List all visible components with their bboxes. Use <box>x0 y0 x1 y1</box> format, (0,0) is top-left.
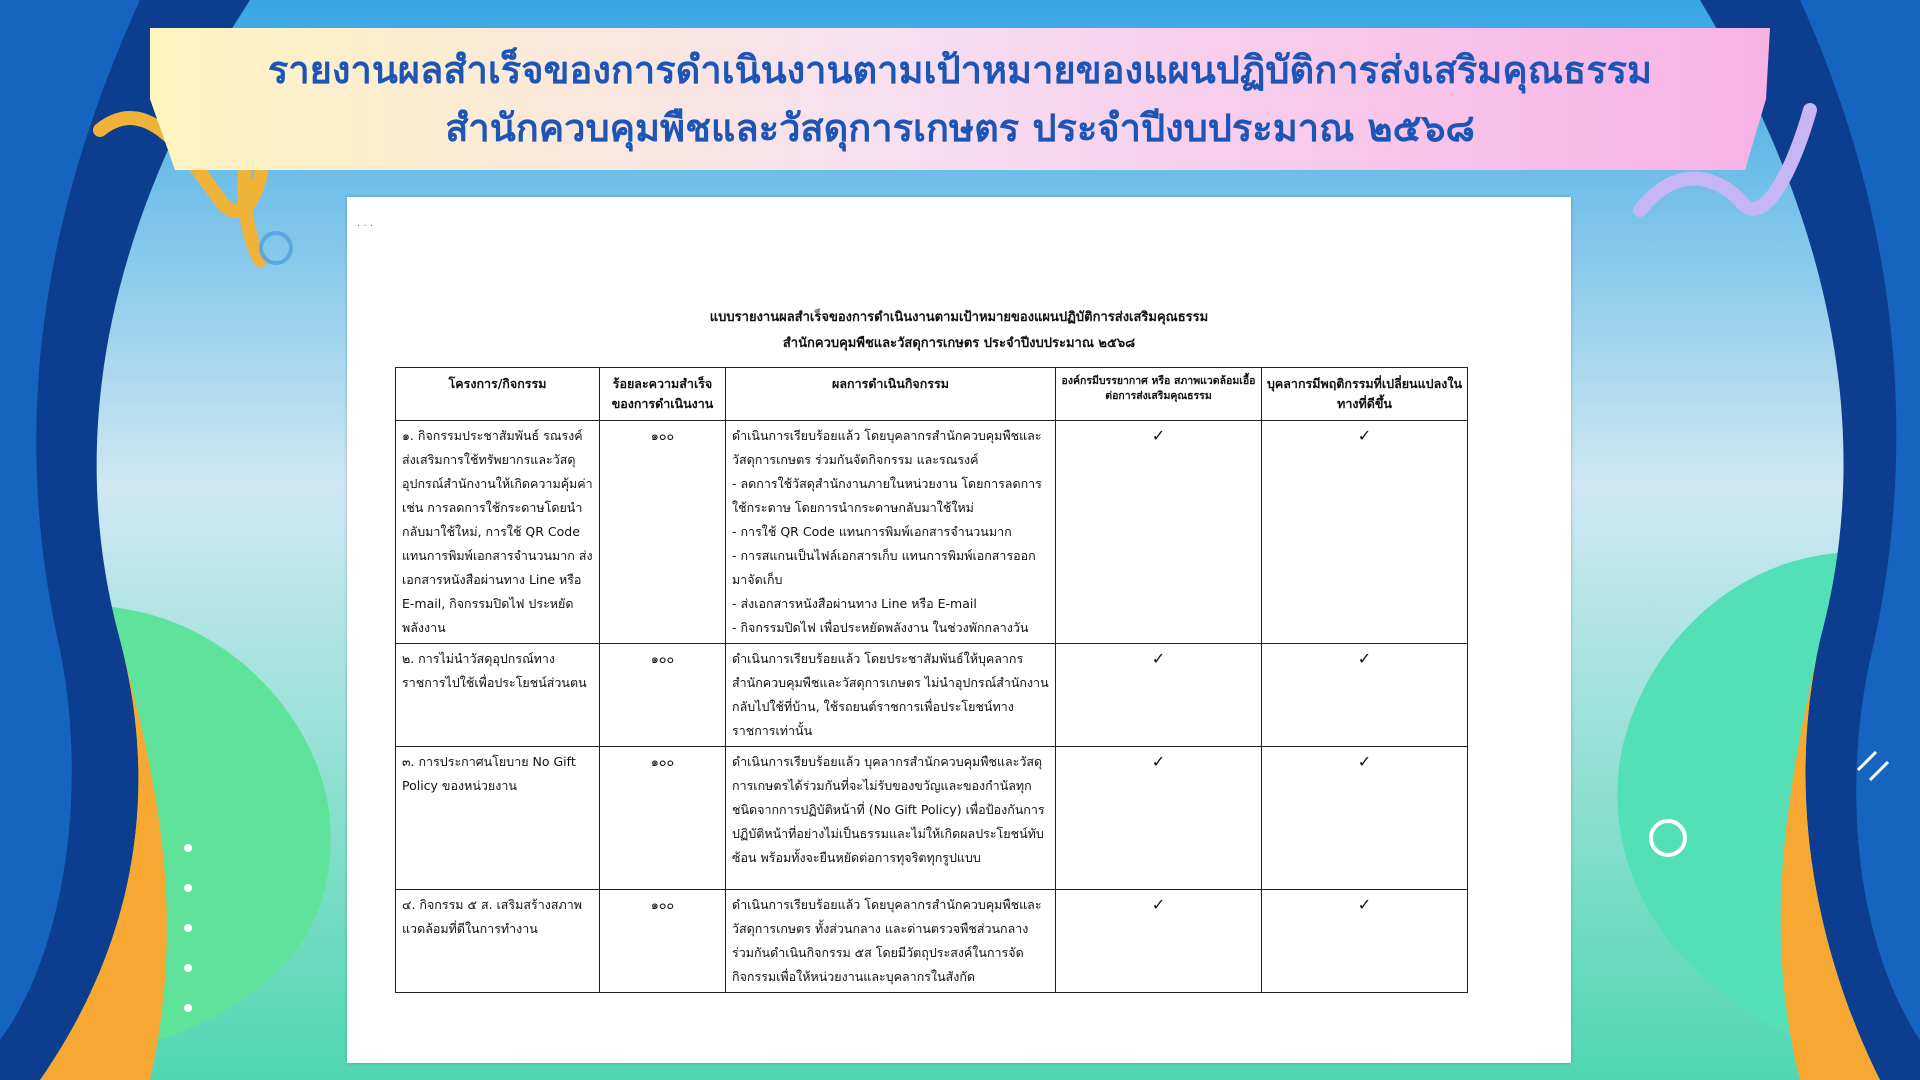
report-table <box>395 367 1468 993</box>
banner-title <box>150 28 1770 170</box>
check-mark-icon: ✓ <box>1056 890 1262 993</box>
table-row <box>396 890 1468 993</box>
check-mark-icon: ✓ <box>1056 644 1262 747</box>
check-mark-icon: ✓ <box>1056 421 1262 644</box>
check-mark-icon: ✓ <box>1262 890 1468 993</box>
title-banner <box>150 28 1770 170</box>
row-result: ดำเนินการเรียบร้อยแล้ว โดยบุคลากรสำนักควบคุมพืชและวัสดุการเกษตร ทั้งส่วนกลาง และด่านตรวจพืชส่วนกลาง ร่วมกันดำเนินกิจกรรม ๕ส โดยมีวัตถุประสงค์ในการจัดกิจกรรมเพื่อให้หน่วยงานและบุคลากรในสังกัด <box>726 890 1056 993</box>
header-result: ผลการดำเนินกิจกรรม <box>726 368 1056 421</box>
row-activity: ๒. การไม่นำวัสดุอุปกรณ์ทางราชการไปใช้เพื่อประโยชน์ส่วนตน <box>396 644 600 747</box>
result-line: - การใช้ QR Code แทนการพิมพ์เอกสารจำนวนมาก <box>732 524 1012 539</box>
banner-title-line2: สำนักควบคุมพืชและวัสดุการเกษตร ประจำปีงบประมาณ ๒๕๖๘ <box>445 106 1475 150</box>
scan-speckle: · · · <box>357 221 373 232</box>
check-mark-icon: ✓ <box>1262 747 1468 890</box>
result-line: - ส่งเอกสารหนังสือผ่านทาง Line หรือ E-mail <box>732 596 977 611</box>
result-line: - การสแกนเป็นไฟล์เอกสารเก็บ แทนการพิมพ์เอกสารออกมาจัดเก็บ <box>732 548 1036 587</box>
result-line: - กิจกรรมปิดไฟ เพื่อประหยัดพลังงาน ในช่วงพักกลางวัน <box>732 620 1029 635</box>
row-activity: ๑. กิจกรรมประชาสัมพันธ์ รณรงค์ ส่งเสริมการใช้ทรัพยากรและวัสดุอุปกรณ์สำนักงานให้เกิดความคุ้มค่า เช่น การลดการใช้กระดาษโดยนำกลับมาใช้ใหม่, การใช้ QR Code แทนการพิมพ์เอกสารจำนวนมาก ส่งเอกสารหนังสือผ่านทาง Line หรือ E-mail, กิจกรรมปิดไฟ ประหยัดพลังงาน <box>396 421 600 644</box>
table-row <box>396 747 1468 890</box>
row-percent: ๑๐๐ <box>600 890 726 993</box>
result-line: - ลดการใช้วัสดุสำนักงานภายในหน่วยงาน โดยการลดการใช้กระดาษ โดยการนำกระดาษกลับมาใช้ใหม่ <box>732 476 1042 515</box>
result-line: ดำเนินการเรียบร้อยแล้ว โดยบุคลากรสำนักควบคุมพืชและวัสดุการเกษตร ร่วมกันจัดกิจกรรม และรณรงค์ <box>732 428 1042 467</box>
check-mark-icon: ✓ <box>1262 644 1468 747</box>
check-mark-icon: ✓ <box>1056 747 1262 890</box>
row-percent: ๑๐๐ <box>600 747 726 890</box>
header-percent: ร้อยละความสำเร็จของการดำเนินงาน <box>600 368 726 421</box>
row-result <box>726 421 1056 644</box>
row-result: ดำเนินการเรียบร้อยแล้ว บุคลากรสำนักควบคุมพืชและวัสดุการเกษตรได้ร่วมกันที่จะไม่รับของขวัญและของกำนัลทุกชนิดจากการปฏิบัติหน้าที่ (No Gift Policy) เพื่อป้องกันการปฏิบัติหน้าที่อย่างไม่เป็นธรรมและไม่ให้เกิดผลประโยชน์ทับซ้อน พร้อมทั้งจะยืนหยัดต่อการทุจริตทุกรูปแบบ <box>726 747 1056 890</box>
table-header-row <box>396 368 1468 421</box>
row-percent: ๑๐๐ <box>600 644 726 747</box>
check-mark-icon: ✓ <box>1262 421 1468 644</box>
table-row <box>396 421 1468 644</box>
row-activity: ๔. กิจกรรม ๕ ส. เสริมสร้างสภาพแวดล้อมที่ดีในการทำงาน <box>396 890 600 993</box>
row-activity: ๓. การประกาศนโยบาย No Gift Policy ของหน่วยงาน <box>396 747 600 890</box>
document-title-line2: สำนักควบคุมพืชและวัสดุการเกษตร ประจำปีงบประมาณ ๒๕๖๘ <box>782 336 1136 351</box>
scanned-document <box>347 197 1571 1063</box>
row-percent: ๑๐๐ <box>600 421 726 644</box>
banner-title-line1: รายงานผลสำเร็จของการดำเนินงานตามเป้าหมายของแผนปฏิบัติการส่งเสริมคุณธรรม <box>267 48 1653 92</box>
header-atmosphere: องค์กรมีบรรยากาศ หรือ สภาพแวดล้อมเอื้อต่อการส่งเสริมคุณธรรม <box>1056 368 1262 421</box>
row-result: ดำเนินการเรียบร้อยแล้ว โดยประชาสัมพันธ์ให้บุคลากรสำนักควบคุมพืชและวัสดุการเกษตร ไม่นำอุปกรณ์สำนักงานกลับไปใช้ที่บ้าน, ใช้รถยนต์ราชการเพื่อประโยชน์ทางราชการเท่านั้น <box>726 644 1056 747</box>
document-title-line1: แบบรายงานผลสำเร็จของการดำเนินงานตามเป้าหมายของแผนปฏิบัติการส่งเสริมคุณธรรม <box>709 310 1209 325</box>
table-row <box>396 644 1468 747</box>
document-title <box>347 305 1571 357</box>
header-behavior: บุคลากรมีพฤติกรรมที่เปลี่ยนแปลงในทางที่ดีขึ้น <box>1262 368 1468 421</box>
header-activity: โครงการ/กิจกรรม <box>396 368 600 421</box>
